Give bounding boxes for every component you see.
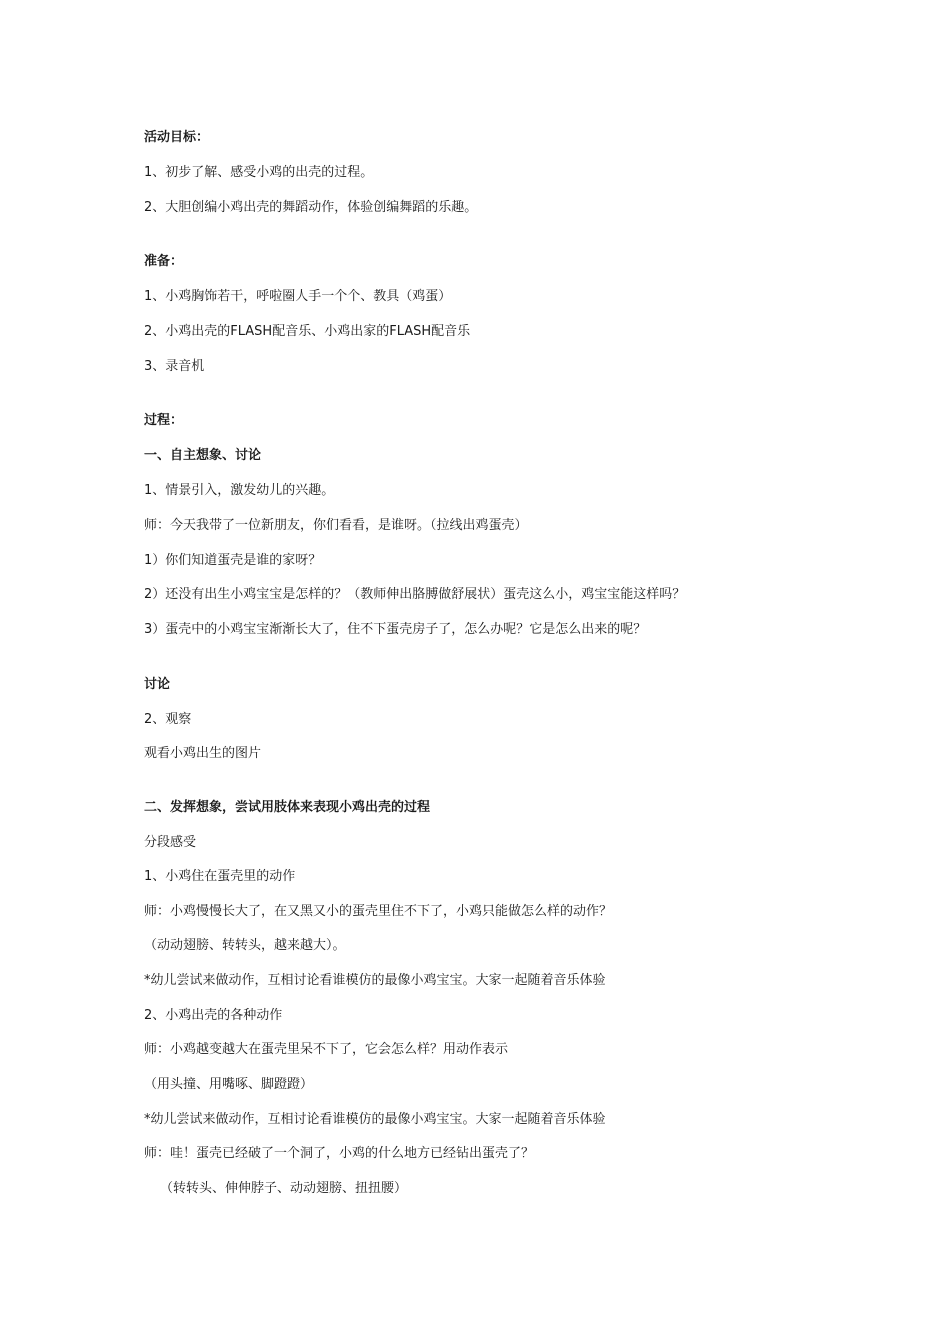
- paragraph-line: *幼儿尝试来做动作，互相讨论看谁模仿的最像小鸡宝宝。大家一起随着音乐体验: [144, 1112, 606, 1127]
- paragraph-line: 1、情景引入，激发幼儿的兴趣。: [144, 483, 335, 498]
- section-heading-2: 二、发挥想象，尝试用肢体来表现小鸡出壳的过程: [144, 800, 431, 815]
- paragraph-line: 2、观察: [144, 712, 192, 727]
- paragraph-line: 2、小鸡出壳的各种动作: [144, 1008, 283, 1023]
- paragraph-line: *幼儿尝试来做动作，互相讨论看谁模仿的最像小鸡宝宝。大家一起随着音乐体验: [144, 973, 606, 988]
- paragraph-line: 师：今天我带了一位新朋友，你们看看，是谁呀。（拉线出鸡蛋壳）: [144, 518, 528, 533]
- paragraph-line: 观看小鸡出生的图片: [144, 746, 262, 761]
- paragraph-line: 1）你们知道蛋壳是谁的家呀？: [144, 553, 322, 568]
- heading-goals: 活动目标：: [144, 130, 210, 145]
- goal-item-2: 2、大胆创编小鸡出壳的舞蹈动作，体验创编舞蹈的乐趣。: [144, 200, 478, 215]
- prep-item-2: 2、小鸡出壳的FLASH配音乐、小鸡出家的FLASH配音乐: [144, 324, 471, 339]
- heading-process: 过程：: [144, 413, 184, 428]
- paragraph-line: 1、小鸡住在蛋壳里的动作: [144, 869, 296, 884]
- paragraph-line: 师：小鸡慢慢长大了，在又黑又小的蛋壳里住不下了，小鸡只能做怎么样的动作？: [144, 904, 613, 919]
- goal-item-1: 1、初步了解、感受小鸡的出壳的过程。: [144, 165, 374, 180]
- paragraph-line: 3）蛋壳中的小鸡宝宝渐渐长大了，住不下蛋壳房子了，怎么办呢？它是怎么出来的呢？: [144, 622, 647, 637]
- paragraph-line: 师：哇！蛋壳已经破了一个洞了，小鸡的什么地方已经钻出蛋壳了？: [144, 1146, 535, 1161]
- paragraph-line: （动动翅膀、转转头，越来越大）。: [144, 938, 346, 953]
- section-heading-1: 一、自主想象、讨论: [144, 448, 262, 463]
- prep-item-3: 3、录音机: [144, 359, 205, 374]
- paragraph-line: 2）还没有出生小鸡宝宝是怎样的？（教师伸出胳膊做舒展状）蛋壳这么小，鸡宝宝能这样吗？: [144, 587, 686, 602]
- paragraph-line: （用头撞、用嘴啄、脚蹬蹬）: [144, 1077, 314, 1092]
- paragraph-line: 分段感受: [144, 835, 197, 850]
- paragraph-line: （转转头、伸伸脖子、动动翅膀、扭扭腰）: [160, 1181, 408, 1196]
- paragraph-line: 师：小鸡越变越大在蛋壳里呆不下了，它会怎么样？用动作表示: [144, 1042, 509, 1057]
- heading-discussion: 讨论: [144, 677, 171, 692]
- prep-item-1: 1、小鸡胸饰若干，呼啦圈人手一个个、教具（鸡蛋）: [144, 289, 452, 304]
- heading-preparation: 准备：: [144, 254, 184, 269]
